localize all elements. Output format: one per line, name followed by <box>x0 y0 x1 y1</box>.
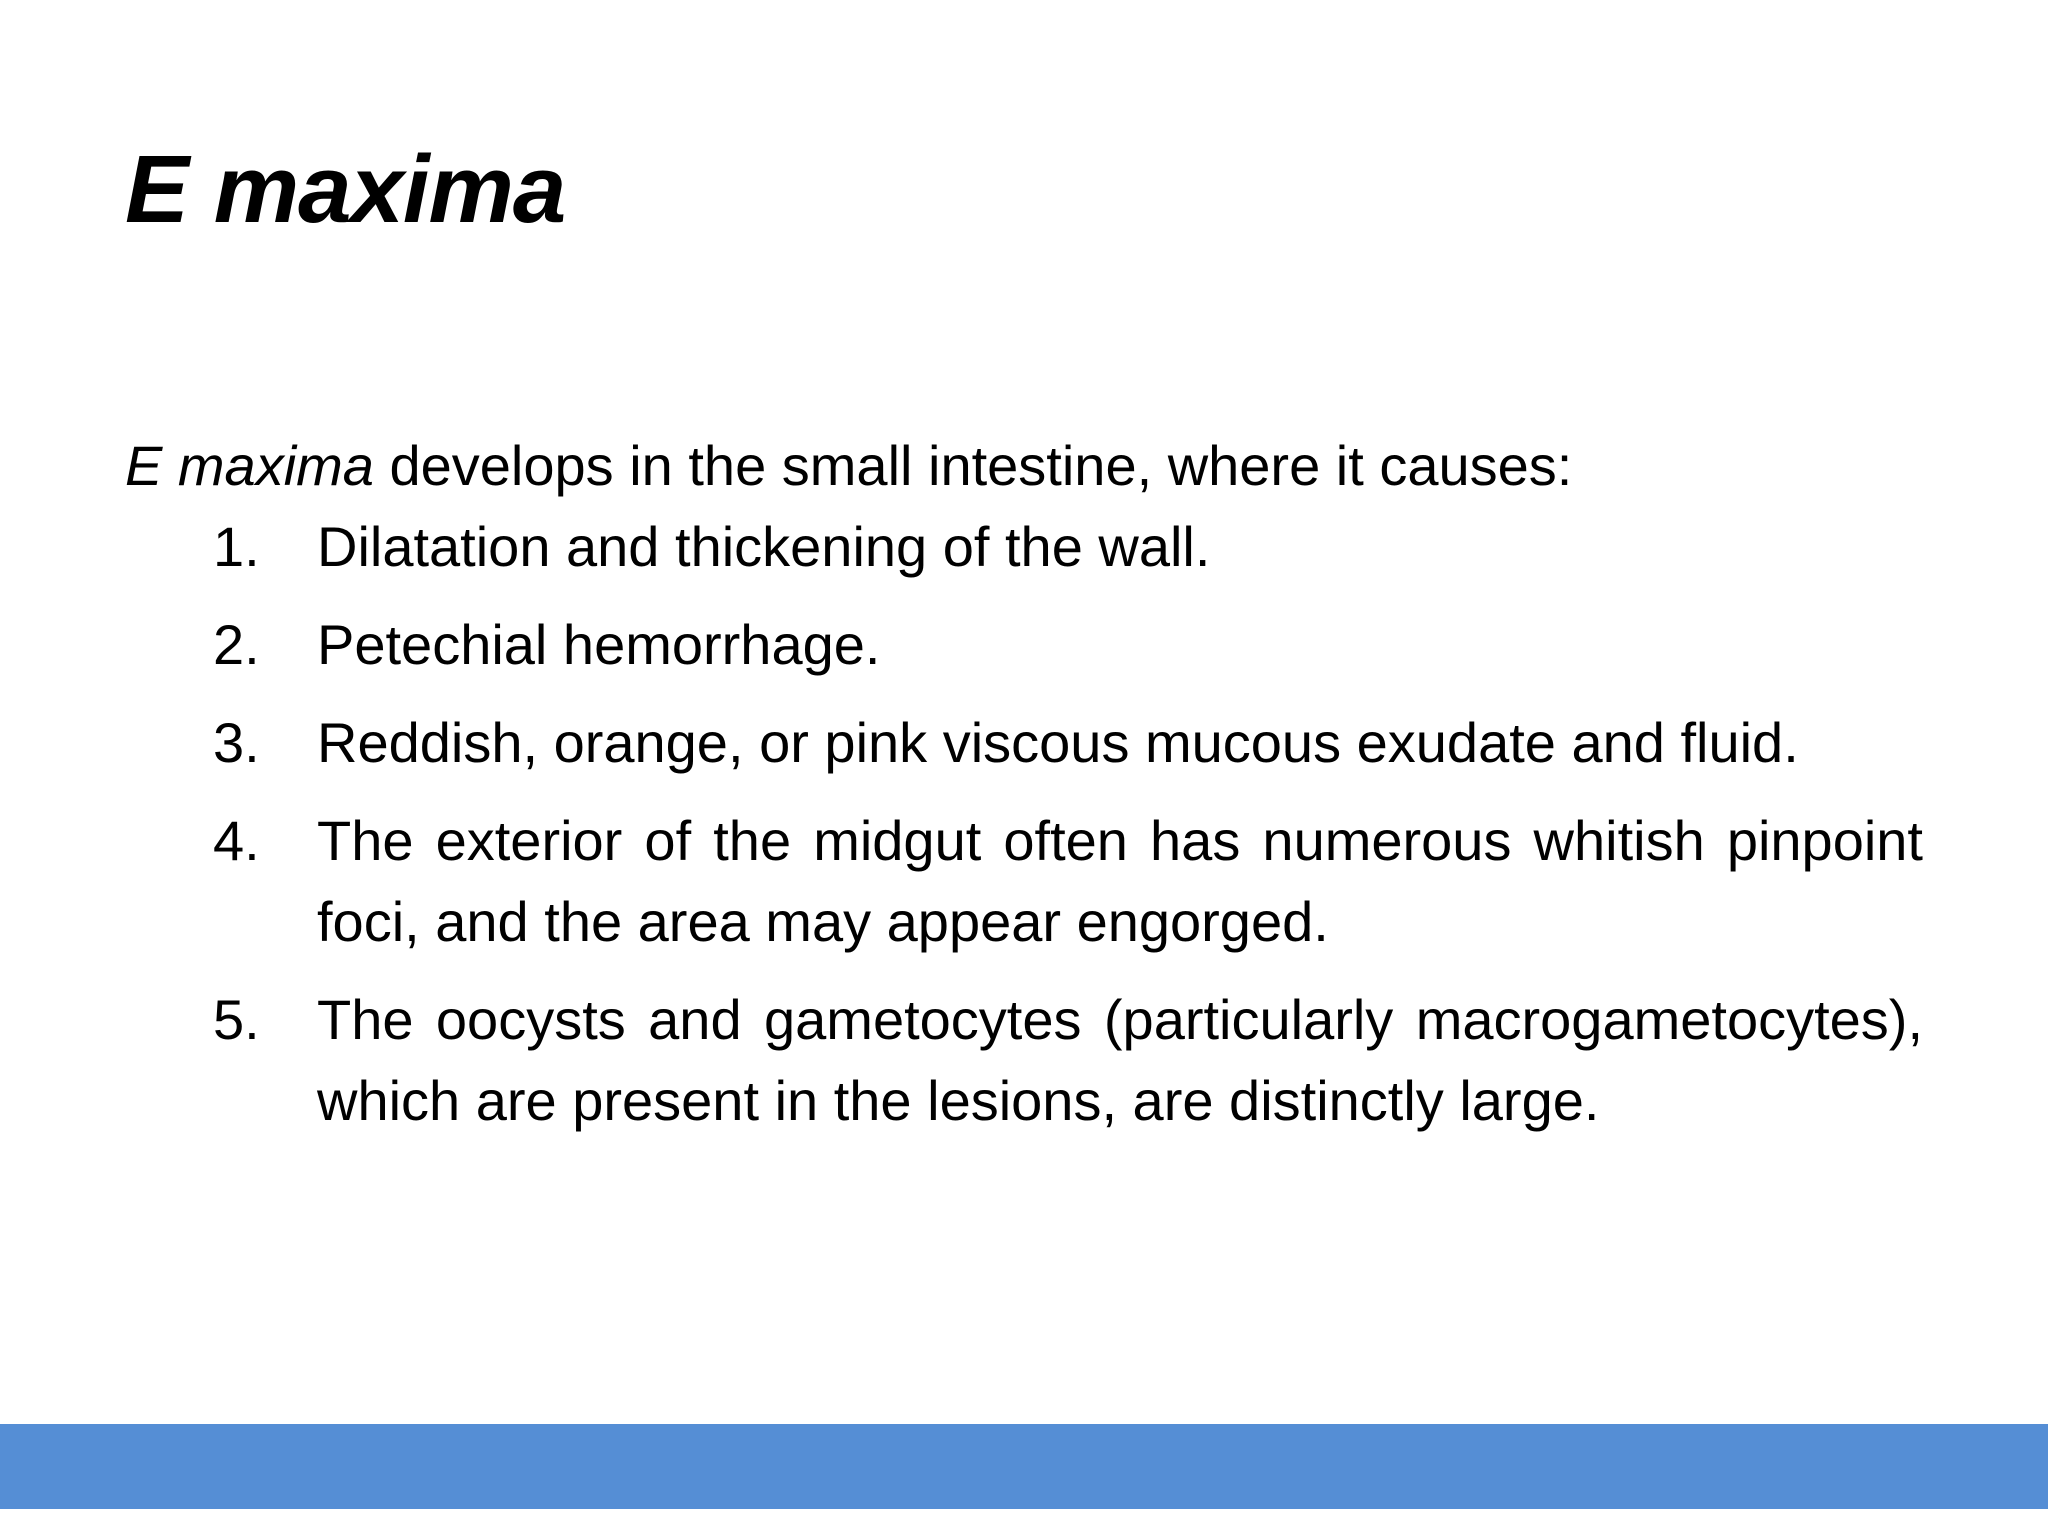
list-item <box>125 800 1923 962</box>
list-item-number: 5. <box>213 988 260 1051</box>
list-item-text: Dilatation and thickening of the wall. <box>317 515 1211 578</box>
intro-text: develops in the small intestine, where it causes: <box>373 434 1573 497</box>
list-item-number: 2. <box>213 613 260 676</box>
list-item-number: 1. <box>213 515 260 578</box>
list-item-text: Petechial hemorrhage. <box>317 613 881 676</box>
slide-title: E maxima <box>125 136 566 243</box>
slide-content <box>125 425 1925 1141</box>
list-item <box>125 979 1923 1141</box>
intro-paragraph <box>125 425 1925 506</box>
list-item <box>125 604 1923 685</box>
species-name: E maxima <box>125 434 374 497</box>
list-item-number: 4. <box>213 809 260 872</box>
list-item <box>125 702 1923 783</box>
list-item-text: The oocysts and gametocytes (particularly macrogametocytes), which are present in the lesions, are distinctly large. <box>317 988 1923 1132</box>
list-item <box>125 506 1923 587</box>
list-item-number: 3. <box>213 711 260 774</box>
list-item-text: Reddish, orange, or pink viscous mucous exudate and fluid. <box>317 711 1799 774</box>
causes-list <box>125 506 1925 1141</box>
footer-bar <box>0 1424 2048 1509</box>
list-item-text: The exterior of the midgut often has numerous whitish pinpoint foci, and the area may appear engorged. <box>317 809 1923 953</box>
